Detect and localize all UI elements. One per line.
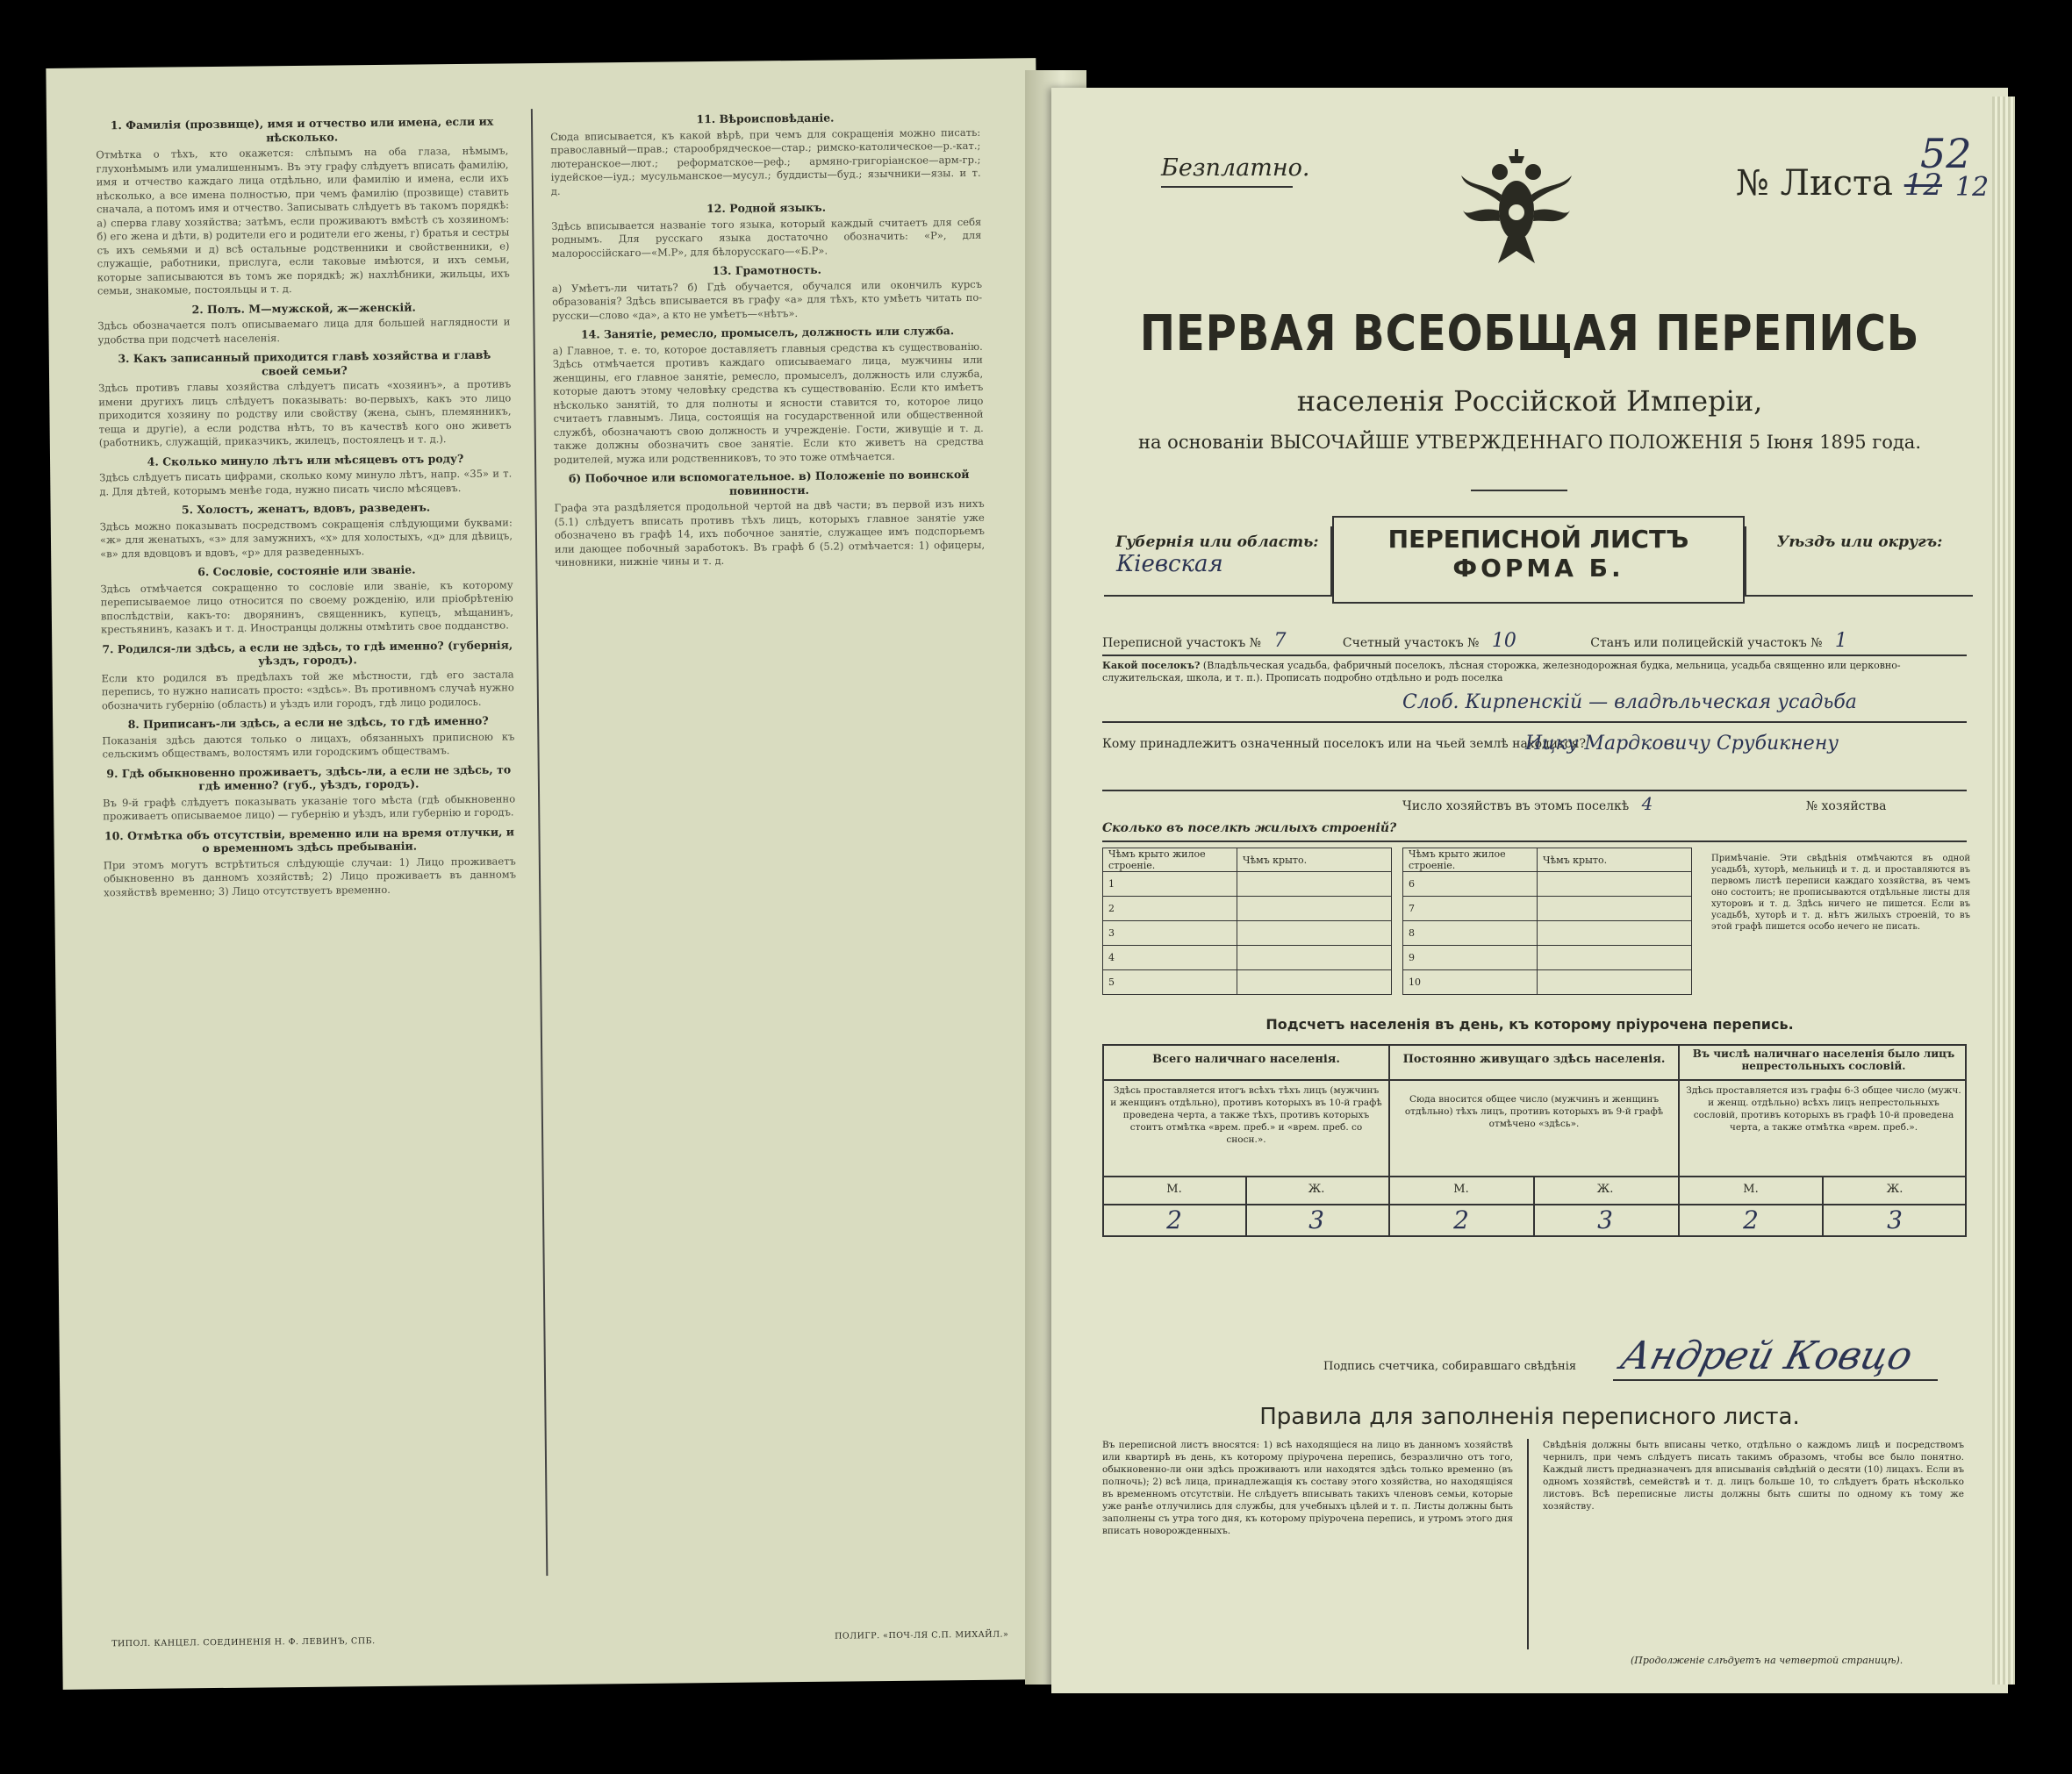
printer-imprint-left: ТИПОЛ. КАНЦЕЛ. СОЕДИНЕНІЯ Н. Ф. ЛЕВИНЪ, СПБ. bbox=[111, 1636, 376, 1649]
permanent-male-value: 2 bbox=[1453, 1205, 1469, 1234]
poselok-label: Какой поселокъ? bbox=[1102, 660, 1201, 671]
total-male-value: 2 bbox=[1166, 1205, 1182, 1234]
count-head-permanent: Постоянно живущаго здѣсь населенія. bbox=[1402, 1053, 1666, 1066]
free-underline bbox=[1161, 186, 1293, 188]
census-subtitle: населенія Россійской Имперіи, bbox=[1296, 384, 1763, 418]
permanent-female-value: 3 bbox=[1597, 1205, 1613, 1234]
count-grid-rule-1 bbox=[1102, 1079, 1967, 1081]
dwelling-row: 5 bbox=[1103, 970, 1237, 995]
gubernia-box bbox=[1104, 526, 1332, 597]
left-column-2 bbox=[550, 104, 985, 570]
dwellings-table-right: Чѣмъ крыто жилое строеніе. Чѣмъ крыто. 6 7 8 9 10 bbox=[1402, 848, 1692, 995]
dwelling-row: 10 bbox=[1403, 970, 1538, 995]
section-heading: 12. Родной языкъ. bbox=[706, 200, 827, 216]
section-heading: 1. Фамилія (прозвище), имя и отчество или имена, если их нѣсколько. bbox=[110, 114, 494, 144]
dwelling-row: 4 bbox=[1103, 946, 1237, 970]
section-heading: 9. Гдѣ обыкновенно проживаетъ, здѣсь-ли, а если не здѣсь, то гдѣ именно? (губ., уѣздъ, городъ). bbox=[106, 762, 512, 793]
section-body: Сюда вписывается, къ какой вѣрѣ, при чемъ для сокращенія можно писать: православный—прав.; старообрядческое—стар.; римско-католическое—р.-кат.; лютеранское—лют.; реформатское—реф.; армяно-григоріанское—арм-гр.; іудейское—іуд.; мусульманское—мусул.; буддисты—буд.; язычники—язы. и т. д. bbox=[550, 125, 981, 197]
section-body: Здѣсь можно показывать посредствомъ сокращенія слѣдующими буквами: «ж» для женатыхъ, «з» для замужнихъ, «х» для холостыхъ, «д» для дѣвицъ, «в» для вдовцовъ и вдовъ, «р» для разведенныхъ. bbox=[99, 515, 513, 560]
dwellings-note: Примѣчаніе. Эти свѣдѣнія отмѣчаются въ одной усадьбѣ, хуторѣ, мельницѣ и т. д. и проставляются въ первомъ листѣ переписи каждаго хозяйства, въ чемъ оно состоитъ; не прописываются отдѣльные листы для хуторовъ и т. д. Здѣсь ничего не пишется. Если въ усадьбѣ, хуторѣ и т. д. нѣтъ жилыхъ строеній, то въ этой графѣ пишется особо нечего не писать. bbox=[1711, 854, 1970, 932]
free-label: Безплатно. bbox=[1161, 154, 1310, 182]
count-head-nonresident: Въ числѣ наличнаго населенія было лицъ непрестольныхъ сословій. bbox=[1692, 1048, 1955, 1072]
section-body: Если кто родился въ предѣлахъ той же мѣстности, гдѣ его застала перепись, то нужно написать просто: «здѣсь». Въ противномъ случаѣ нужно обозначить губернію (область) и уѣздъ или городъ, гдѣ лицо родилось. bbox=[101, 667, 514, 712]
schetny-uchastok-label: Счетный участокъ № bbox=[1342, 636, 1480, 650]
rules-continued: (Продолженіе слѣдуетъ на четвертой страницѣ). bbox=[1631, 1655, 1904, 1666]
dwellings-head-1: Чѣмъ крыто жилое строеніе. bbox=[1108, 848, 1206, 871]
section-heading: 10. Отмѣтка объ отсутствіи, временно или на время отлучки, и о временномъ здѣсь пребываніи. bbox=[104, 824, 515, 855]
section-body: Въ 9-й графѣ слѣдуетъ показывать указаніе того мѣста (гдѣ обыкновенно проживаетъ описываемое лицо) — губернію и уѣздъ, или губернію и городъ. bbox=[103, 791, 516, 823]
dwelling-row: 9 bbox=[1403, 946, 1538, 970]
section-body: Здѣсь противъ главы хозяйства слѣдуетъ писать «хозяинъ», а противъ имени другихъ лицъ слѣдуетъ показывать: во-первыхъ, какъ это лицо приходится хозяину по родству или свойству (жена, сынъ, племянникъ, теща и другіе), а если родства нѣтъ, то въ качествѣ кого оно живетъ (работникъ, служащій, приказчикъ, жилецъ, постоялецъ и т. д.). bbox=[98, 377, 512, 449]
section-body: Здѣсь слѣдуетъ писать цифрами, сколько кому минуло лѣтъ, напр. «35» и т. д. Для дѣтей, которымъ менѣе года, нужно писать число мѣсяцевъ. bbox=[99, 467, 513, 497]
rules-title: Правила для заполненія переписного листа. bbox=[1259, 1404, 1800, 1430]
dwelling-row: 8 bbox=[1403, 921, 1538, 946]
owner-label: Кому принадлежитъ означенный поселокъ или на чьей землѣ находится? bbox=[1102, 737, 1586, 751]
sheet-number-label bbox=[1736, 163, 1942, 204]
census-basis: на основаніи ВЫСОЧАЙШЕ УТВЕРЖДЕННАГО ПОЛОЖЕНІЯ 5 Іюня 1895 года. bbox=[1137, 432, 1922, 453]
schetny-uchastok-value: 10 bbox=[1491, 630, 1516, 652]
sheet-number-text: № Листа bbox=[1736, 163, 1893, 204]
section-body: Отмѣтка о тѣхъ, кто окажется: слѣпымъ на оба глаза, нѣмымъ, глухонѣмымъ или умалишеннымъ. Въ эту графу слѣдуетъ вписать фамилію, имя и отчество каждаго лица отдѣльно, или фамилію и имена, если ихъ нѣсколько, а все имена полностью, при чемъ фамилію (прозвище) ставить сначала, а потомъ имя и отчество. Записывать слѣдуетъ въ такомъ порядкѣ: а) сперва главу хозяйства; затѣмъ, если проживаютъ вмѣстѣ съ хозяиномъ: б) его жена и дѣти, в) родители его и родители его жены, г) братья и сестры съ ихъ семьями и д) всѣ остальные родственники и свойственники, е) служащіе, работники, прислуга, если таковые имѣются, и ихъ семьи, которые записываются въ томъ же порядкѣ; ж) нахлѣбники, жильцы, ихъ семьи, знакомые, постояльцы и т. д. bbox=[96, 144, 510, 297]
dwellings-table-left bbox=[1102, 848, 1392, 995]
sheet-number-handwritten-2: 12 bbox=[1955, 172, 1990, 203]
f-label: Ж. bbox=[1308, 1183, 1325, 1196]
section-heading: 13. Грамотность. bbox=[712, 262, 821, 278]
section-heading: 7. Родился-ли здѣсь, а если не здѣсь, то гдѣ именно? (губернія, уѣздъ, городъ). bbox=[102, 637, 513, 668]
section-heading: 11. Вѣроисповѣданіе. bbox=[696, 111, 835, 126]
count-grid-rule-2 bbox=[1102, 1176, 1967, 1177]
count-desc-total: Здѣсь проставляется итогъ всѣхъ тѣхъ лицъ (мужчинъ и женщинъ отдѣльно), противъ которыхъ въ 10-й графѣ проведена черта, а также тѣхъ, противъ которыхъ стоитъ отмѣтка «врем. преб.» и «врем. преб. со сносн.». bbox=[1110, 1085, 1382, 1145]
count-head-total: Всего наличнаго населенія. bbox=[1152, 1053, 1340, 1066]
line-rule-2 bbox=[1102, 721, 1967, 723]
dwelling-row: 3 bbox=[1103, 921, 1237, 946]
households-label: Число хозяйствъ въ этомъ поселкѣ bbox=[1402, 799, 1630, 813]
section-body: Здѣсь отмѣчается сокращенно то сословіе или званіе, къ которому переписываемое лицо относится по своему рожденію, или пріобрѣтенію впослѣдствіи, какъ-то: дворянинъ, священникъ, купецъ, мѣщанинъ, крестьянинъ, казакъ и т. д. Иностранцы должны отмѣтить свое подданство. bbox=[100, 577, 513, 636]
perepis-uchastok-label: Переписной участокъ № bbox=[1102, 636, 1261, 650]
poselok-value: Слоб. Кирпенскій — владѣльческая усадьба bbox=[1402, 691, 1857, 713]
section-heading: 2. Полъ. М—мужской, ж—женскій. bbox=[191, 300, 416, 316]
count-desc-nonresident: Здѣсь проставляется изъ графы 6-3 общее число (мужч. и женщ. отдѣльно) всѣхъ лицъ непрестольныхъ сословій, противъ которыхъ въ графѣ 10-й проведена черта, а также отмѣтка «врем. преб.». bbox=[1686, 1085, 1961, 1133]
printer-imprint-right: ПОЛИГР. «ПОЧ-ЛЯ С.П. МИХАЙЛ.» bbox=[835, 1629, 1009, 1642]
form-title: ПЕРЕПИСНОЙ ЛИСТЪ bbox=[1387, 525, 1689, 554]
nonresident-male-value: 2 bbox=[1743, 1205, 1759, 1234]
perepis-uchastok-value: 7 bbox=[1273, 630, 1287, 652]
line-rule-4 bbox=[1102, 841, 1967, 842]
count-desc-permanent: Сюда вносится общее число (мужчинъ и женщинъ отдѣльно) тѣхъ лицъ, противъ которыхъ въ 9-й графѣ отмѣчено «здѣсь». bbox=[1404, 1094, 1664, 1129]
section-heading: 4. Сколько минуло лѣтъ или мѣсяцевъ отъ роду? bbox=[147, 451, 464, 469]
right-page bbox=[1051, 88, 2008, 1693]
sheet-number-handwritten: 52 bbox=[1920, 130, 1972, 177]
section-heading: 5. Холостъ, женатъ, вдовъ, разведенъ. bbox=[181, 500, 431, 517]
m-label: М. bbox=[1166, 1183, 1182, 1196]
signature-value: Андрей Ковцо bbox=[1616, 1334, 1918, 1378]
dwelling-row: 1 bbox=[1103, 872, 1237, 897]
left-page bbox=[46, 58, 1052, 1690]
f-label: Ж. bbox=[1596, 1183, 1614, 1196]
section-body: Здѣсь вписывается названіе того языка, который каждый считаетъ для себя роднымъ. Для русскаго языка достаточно обозначить: «Р», для малороссійскаго—«М.Р», для бѣлорусскаго—«Б.Р». bbox=[551, 215, 982, 260]
section-heading: 8. Приписанъ-ли здѣсь, а если не здѣсь, то гдѣ именно? bbox=[127, 713, 489, 732]
form-subtitle: ФОРМА Б. bbox=[1452, 554, 1624, 583]
households-value: 4 bbox=[1641, 793, 1653, 814]
section-heading: 6. Сословіе, состояніе или званіе. bbox=[197, 562, 416, 579]
household-number-label: № хозяйства bbox=[1805, 799, 1887, 813]
form-title-box bbox=[1332, 516, 1745, 604]
poselok-note: (Владѣльческая усадьба, фабричный поселокъ, лѣсная сторожка, железнодорожная будка, мельница, усадьба священно или церковно-служительская, школа, и т. п.). Прописать подробно отдѣльно и родъ поселка bbox=[1102, 660, 1901, 683]
section-body: Показанія здѣсь даются только о лицахъ, обязанныхъ приписною къ сельскимъ обществамъ, волостямъ или городскимъ обществамъ. bbox=[102, 729, 515, 761]
gubernia-label: Губернія или область: bbox=[1115, 533, 1319, 551]
section-heading: 3. Какъ записанный приходится главѣ хозяйства и главѣ своей семьи? bbox=[118, 347, 491, 377]
owner-value: Ицку Мардковичу Срубикнену bbox=[1525, 733, 1839, 755]
dwelling-row: 6 bbox=[1403, 872, 1538, 897]
line-poselok bbox=[1102, 660, 1967, 684]
stan-value: 1 bbox=[1834, 630, 1847, 652]
rules-column-1: Въ переписной листъ вносятся: 1) всѣ находящіеся на лицо въ данномъ хозяйствѣ или квартирѣ въ день, къ которому пріурочена перепись, безразлично отъ того, обыкновенно-ли они здѣсь проживаютъ или находятся здѣсь только временно (въ полночь); 2) всѣ лица, принадлежащія къ составу этого хозяйства, но находящіяся въ временномъ отсутствіи. Не слѣдуетъ вписывать такихъ членовъ семьи, которые уже ранѣе отлучились для службы, для учебныхъ цѣлей и т. п. Листы должны быть заполнены съ утра того дня, къ которому пріурочена перепись, и утромъ этого дня вписать новорожденныхъ. bbox=[1102, 1440, 1513, 1536]
dwelling-row: 7 bbox=[1403, 897, 1538, 921]
signature-label: Подпись счетчика, собиравшаго свѣдѣнія bbox=[1323, 1360, 1577, 1373]
section-body: Здѣсь обозначается полъ описываемаго лица для большей наглядности и удобства при подсчетѣ населенія. bbox=[97, 315, 511, 346]
uezd-box bbox=[1745, 526, 1973, 597]
section-body: а) Главное, т. е. то, которое доставляетъ главныя средства къ существованію. Здѣсь отмѣчается противъ каждаго описываемаго лица, мужчины или женщины, его главное занятіе, ремесло, промыселъ, должность или служба, которые даютъ этому человѣку средства къ существованію. Если кто имѣетъ нѣсколько занятій, то для полноты и ясности ставится то, которое лицо считаетъ главнымъ. Лица, состоящія на государственной или общественной службѣ, обозначаютъ свою должность и учрежденіе. Гости, живущіе и т. д. также должны обозначить свое занятіе. Если кто живетъ на средства родителей, мужа или родственниковъ, то это тоже отмѣчается. bbox=[552, 340, 984, 466]
dwellings-head-2: Чѣмъ крыто. bbox=[1243, 854, 1308, 866]
column-divider bbox=[531, 109, 548, 1576]
signature-line bbox=[1613, 1379, 1938, 1381]
nonresident-female-value: 3 bbox=[1887, 1205, 1903, 1234]
title-divider bbox=[1471, 490, 1567, 491]
rules-divider bbox=[1527, 1439, 1529, 1649]
section-heading: 14. Занятіе, ремесло, промыселъ, должность или служба. bbox=[580, 324, 955, 341]
m-label: М. bbox=[1453, 1183, 1469, 1196]
sheet-number-struck: 12 bbox=[1904, 168, 1942, 203]
f-label: Ж. bbox=[1886, 1183, 1904, 1196]
section-body: а) Умѣетъ-ли читать? б) Гдѣ обучается, обучался или окончилъ курсъ образованія? Здѣсь вписывается въ графу «а» для тѣхъ, кто умѣетъ читать по-русски—слово «да», а кто не умѣетъ—«нѣтъ». bbox=[551, 277, 983, 322]
census-title: ПЕРВАЯ ВСЕОБЩАЯ ПЕРЕПИСЬ bbox=[1139, 305, 1920, 362]
gubernia-value: Кіевская bbox=[1116, 551, 1223, 577]
line-rule-1 bbox=[1102, 655, 1967, 656]
total-female-value: 3 bbox=[1308, 1205, 1324, 1234]
section-body: При этомъ могутъ встрѣтиться слѣдующіе случаи: 1) Лицо проживаетъ обыкновенно въ данномъ хозяйствѣ; 2) Лицо проживаетъ въ данномъ хозяйствѣ временно; 3) Лицо отсутствуетъ временно. bbox=[103, 854, 517, 898]
dwelling-row: 2 bbox=[1103, 897, 1237, 921]
double-headed-eagle-icon bbox=[1459, 149, 1574, 272]
line-uchastok bbox=[1102, 630, 1847, 652]
stan-label: Станъ или полицейскій участокъ № bbox=[1590, 636, 1823, 650]
line-rule-3 bbox=[1102, 790, 1967, 791]
left-column-1 bbox=[96, 109, 516, 899]
households-line bbox=[1402, 793, 1886, 814]
dwellings-label: Сколько въ поселкѣ жилыхъ строеній? bbox=[1102, 821, 1397, 835]
section-body: Графа эта раздѣляется продольной чертой на двѣ части; въ первой изъ нихъ (5.1) слѣдуетъ вписать противъ тѣхъ лицъ, которыхъ главное занятіе уже обозначено въ графѣ 14, ихъ побочное занятіе, служащее имъ подспорьемъ или дающее побочный заработокъ. Въ графѣ б (5.2) отмѣчается: 1) офицеры, чиновники, нижніе чины и т. д. bbox=[554, 497, 986, 569]
section-heading: б) Побочное или вспомогательное. в) Положеніе по воинской повинности. bbox=[568, 467, 970, 497]
uezd-label: Уѣздъ или округъ: bbox=[1776, 533, 1943, 551]
page-edge-sheets bbox=[1992, 97, 2015, 1685]
rules-column-2: Свѣдѣнія должны быть вписаны четко, отдѣльно о каждомъ лицѣ и посредствомъ чернилъ, при чемъ слѣдуетъ писать такимъ образомъ, чтобы все было понятно. Каждый листъ предназначенъ для вписыванія свѣдѣній о десяти (10) лицахъ. Если въ одномъ хозяйствѣ, семействѣ и т. д. лицъ больше 10, то слѣдуетъ брать нѣсколько листовъ. Всѣ переписные листы должны быть сшиты по одному къ тому же хозяйству. bbox=[1543, 1440, 1964, 1512]
m-label: М. bbox=[1743, 1183, 1759, 1196]
count-title: Подсчетъ населенія въ день, къ которому пріурочена перепись. bbox=[1265, 1016, 1794, 1033]
